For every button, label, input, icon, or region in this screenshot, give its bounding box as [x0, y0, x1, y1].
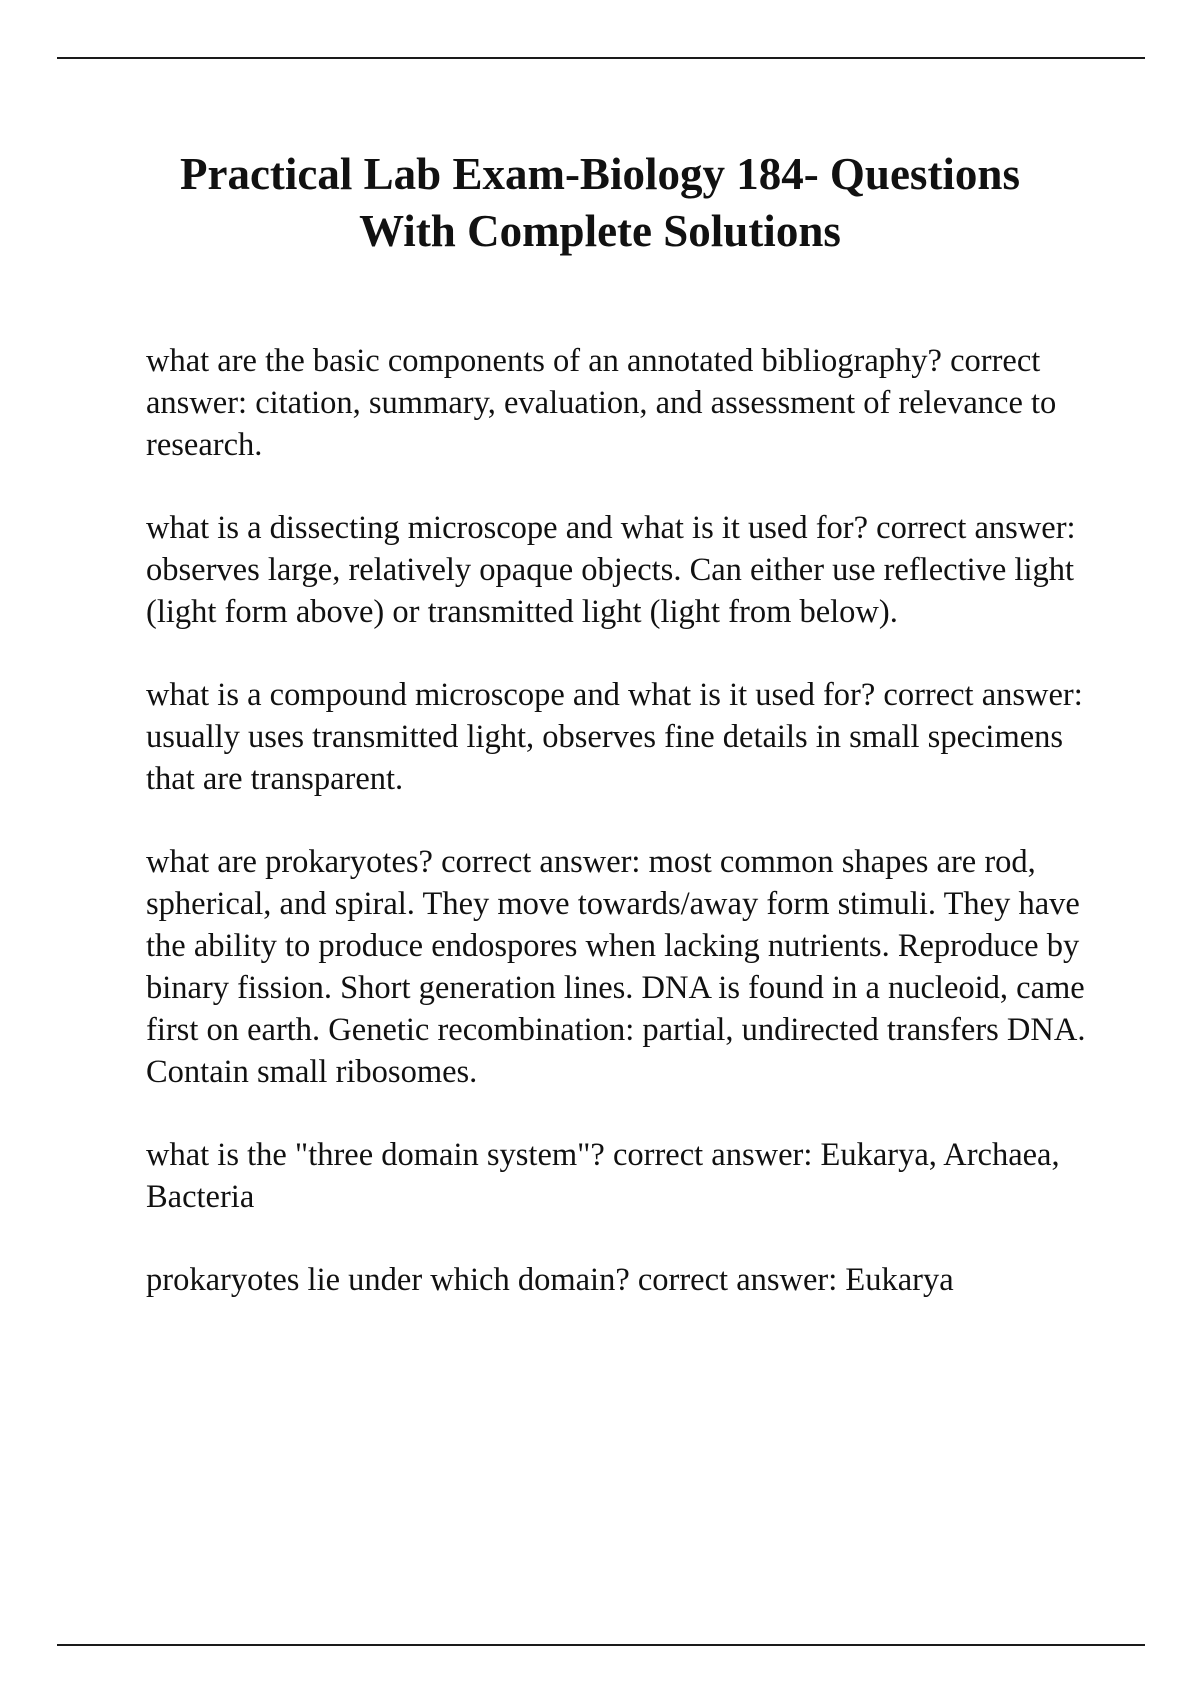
qa-item-three-domain-system: what is the "three domain system"? correct answer: Eukarya, Archaea, Bacteria: [146, 1137, 1060, 1215]
qa-item-compound-microscope: what is a compound microscope and what is it used for? correct answer: usually uses transmitted light, observes fine details in small specimens that are transparent.: [146, 677, 1083, 797]
qa-item-prokaryote-domain: prokaryotes lie under which domain? correct answer: Eukarya: [146, 1262, 954, 1298]
title-line-2: With Complete Solutions: [359, 206, 841, 256]
document-title: [80, 146, 1120, 260]
top-rule: [57, 57, 1145, 59]
question-answer-list: [146, 340, 1086, 1342]
qa-item-annotated-bibliography: what are the basic components of an annotated bibliography? correct answer: citation, summary, evaluation, and assessment of relevance to research.: [146, 343, 1057, 463]
qa-item-prokaryotes: what are prokaryotes? correct answer: most common shapes are rod, spherical, and spiral. They move towards/away form stimuli. They have the ability to produce endospores when lacking nutrients. Reproduce by binary fission. Short generation lines. DNA is found in a nucleoid, came first on earth. Genetic recombination: partial, undirected transfers DNA. Contain small ribosomes.: [146, 844, 1086, 1090]
qa-item-dissecting-microscope: what is a dissecting microscope and what is it used for? correct answer: observes large, relatively opaque objects. Can either use reflective light (light form above) or transmitted light (light from below).: [146, 510, 1076, 630]
bottom-rule: [57, 1644, 1145, 1646]
title-line-1: Practical Lab Exam-Biology 184- Questions: [180, 149, 1020, 199]
